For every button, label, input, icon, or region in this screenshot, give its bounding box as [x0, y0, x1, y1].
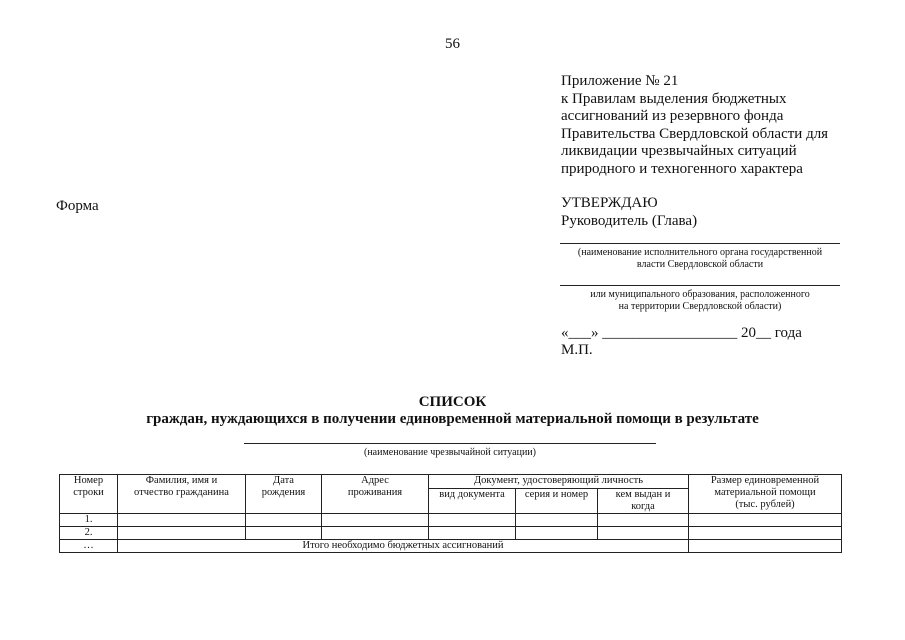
- header-text: Размер единовременной: [710, 475, 820, 486]
- caption-line: (наименование исполнительного органа государственной: [577, 247, 823, 258]
- table-cell: [689, 514, 842, 527]
- approve-word: УТВЕРЖДАЮ: [561, 195, 658, 211]
- emergency-line: [244, 443, 656, 444]
- total-marker: …: [60, 540, 118, 553]
- header-text: Номер: [73, 475, 104, 486]
- header-row-number: [60, 475, 118, 514]
- table-cell: [322, 527, 429, 540]
- table-cell: [689, 527, 842, 540]
- document-title: СПИСОК: [418, 394, 487, 410]
- table-cell: [118, 527, 246, 540]
- appendix-line: природного и техногенного характера: [561, 160, 803, 177]
- appendix-line: к Правилам выделения бюджетных: [561, 90, 787, 107]
- table-cell: [118, 514, 246, 527]
- authority-caption: [561, 247, 839, 271]
- header-text: материальной помощи: [714, 487, 816, 498]
- header-identity-document: Документ, удостоверяющий личность: [429, 475, 689, 489]
- header-series-number: серия и номер: [516, 489, 598, 514]
- caption-line: на территории Свердловской области): [618, 301, 782, 312]
- header-issued-by: [598, 489, 689, 514]
- caption-line: власти Свердловской области: [636, 259, 764, 270]
- document-subtitle: граждан, нуждающихся в получении единовременной материальной помощи в результате: [146, 411, 759, 427]
- appendix-line: Приложение № 21: [561, 73, 679, 89]
- total-label: Итого необходимо бюджетных ассигнований: [118, 540, 689, 553]
- header-address: [322, 475, 429, 514]
- date-line: «___» __________________ 20__ года: [561, 325, 802, 341]
- signature-line: [560, 285, 840, 286]
- header-text: (тыс. рублей): [735, 499, 795, 510]
- table-cell: [429, 514, 516, 527]
- citizens-table: [59, 474, 842, 553]
- header-text: Адрес: [361, 475, 389, 486]
- caption-line: или муниципального образования, расположенного: [590, 289, 810, 300]
- head-title: Руководитель (Глава): [561, 213, 698, 229]
- header-aid-amount: [689, 475, 842, 514]
- row-number: 1.: [60, 514, 118, 527]
- header-text: рождения: [261, 487, 306, 498]
- table-cell: [598, 527, 689, 540]
- form-label: Форма: [56, 198, 99, 214]
- table-cell: [598, 514, 689, 527]
- appendix-line: ликвидации чрезвычайных ситуаций: [561, 143, 797, 160]
- header-text: когда: [631, 501, 655, 512]
- page-number: 56: [445, 36, 460, 52]
- table-cell: [516, 514, 598, 527]
- header-birth-date: [246, 475, 322, 514]
- header-text: Дата: [273, 475, 294, 486]
- header-text: строки: [73, 487, 104, 498]
- appendix-note: [561, 73, 861, 179]
- stamp-label: М.П.: [561, 342, 593, 358]
- appendix-line: ассигнований из резервного фонда: [561, 108, 784, 125]
- header-text: Фамилия, имя и: [145, 475, 218, 486]
- header-text: кем выдан и: [615, 489, 671, 500]
- table-row: [60, 527, 842, 540]
- emergency-caption: (наименование чрезвычайной ситуации): [364, 447, 536, 458]
- table-row: [60, 514, 842, 527]
- appendix-line: Правительства Свердловской области для: [561, 125, 829, 142]
- table-cell: [246, 514, 322, 527]
- table-cell: [322, 514, 429, 527]
- table-cell: [429, 527, 516, 540]
- signature-line: [560, 243, 840, 244]
- header-full-name: [118, 475, 246, 514]
- header-document-type: вид документа: [429, 489, 516, 514]
- table-cell: [516, 527, 598, 540]
- row-number: 2.: [60, 527, 118, 540]
- total-row: [60, 540, 842, 553]
- approval-block: [561, 194, 697, 230]
- municipality-caption: [561, 289, 839, 313]
- table-cell: [246, 527, 322, 540]
- header-text: отчество гражданина: [134, 487, 229, 498]
- date-stamp-block: [561, 325, 802, 359]
- total-amount-cell: [689, 540, 842, 553]
- header-text: проживания: [347, 487, 403, 498]
